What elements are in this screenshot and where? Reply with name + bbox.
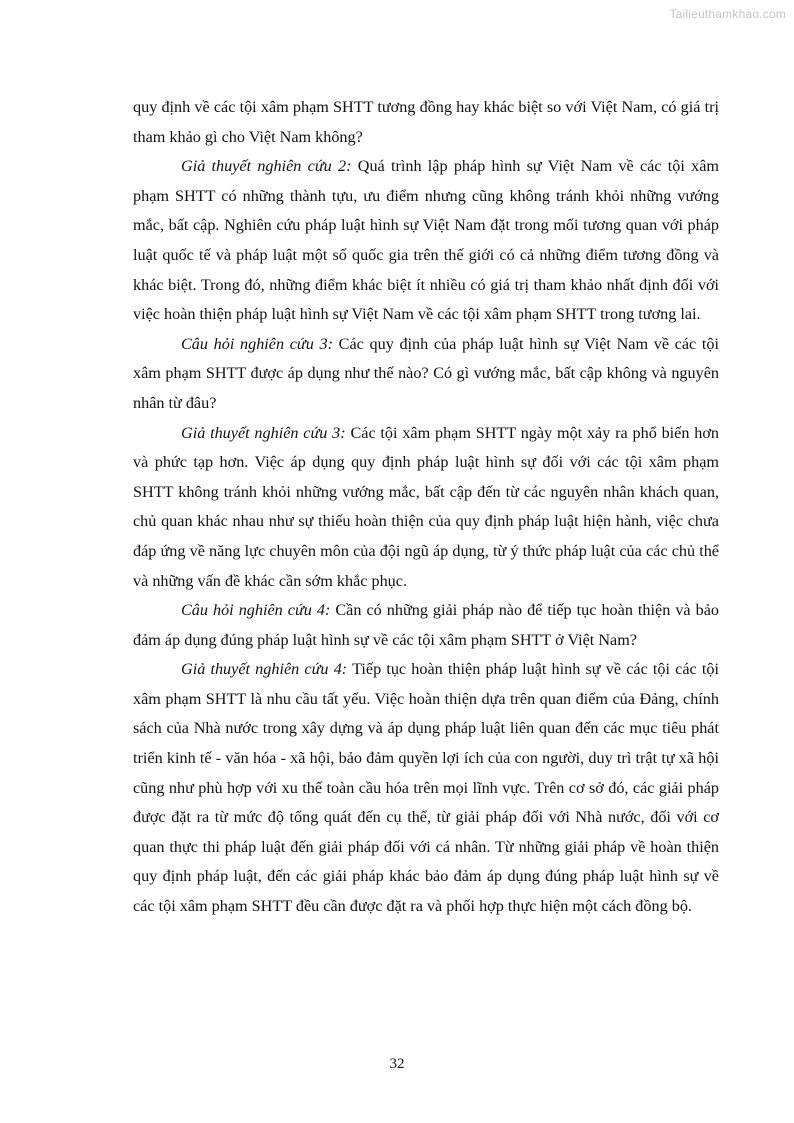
hypothesis-3-paragraph (133, 419, 719, 597)
paragraph-text: Các quy định của pháp luật hình sự Việt Nam về các tội xâm phạm SHTT được áp dụng như thế nào? Có gì vướng mắc, bất cập không và nguyên nhân từ đâu? (133, 334, 719, 412)
paragraph-continuation (133, 93, 719, 152)
paragraph-lead-italic: Câu hỏi nghiên cứu 4: (181, 601, 331, 620)
paragraph-lead-italic: Giả thuyết nghiên cứu 4: (181, 660, 348, 679)
paragraph-text: Các tội xâm phạm SHTT ngày một xảy ra phổ biến hơn và phức tạp hơn. Việc áp dụng quy định pháp luật hình sự đối với các tội xâm phạm SHTT không tránh khỏi những vướng mắc, bất cập đến từ các nguyên nhân khách quan, chủ quan khác nhau như sự thiếu hoàn thiện của quy định pháp luật hiện hành, việc chưa đáp ứng về năng lực chuyên môn của đội ngũ áp dụng, từ ý thức pháp luật của các chủ thể và những vấn đề khác cần sớm khắc phục. (133, 423, 719, 590)
watermark-text: Tailieuthamkhao.com (669, 7, 786, 21)
hypothesis-4-paragraph (133, 655, 719, 921)
paragraph-lead-italic: Câu hỏi nghiên cứu 3: (181, 334, 333, 353)
paragraph-lead-italic: Giả thuyết nghiên cứu 3: (181, 423, 346, 442)
page-number: 32 (389, 1056, 405, 1072)
paragraph-lead-italic: Giả thuyết nghiên cứu 2: (181, 157, 352, 176)
question-3-paragraph (133, 330, 719, 419)
paragraph-text: Quá trình lập pháp hình sự Việt Nam về các tội xâm phạm SHTT có những thành tựu, ưu điểm nhưng cũng không tránh khỏi những vướng mắc, bất cập. Nghiên cứu pháp luật hình sự Việt Nam đặt trong mối tương quan với pháp luật quốc tế và pháp luật một số quốc gia trên thế giới có cả những điểm tương đồng và khác biệt. Trong đó, những điểm khác biệt ít nhiều có giá trị tham khảo nhất định đối với việc hoàn thiện pháp luật hình sự Việt Nam về các tội xâm phạm SHTT trong tương lai. (133, 157, 720, 324)
document-body (133, 93, 719, 922)
hypothesis-2-paragraph (133, 152, 719, 330)
question-4-paragraph (133, 596, 719, 655)
paragraph-text: Cần có những giải pháp nào để tiếp tục hoàn thiện và bảo đảm áp dụng đúng pháp luật hình sự về các tội xâm phạm SHTT ở Việt Nam? (133, 601, 719, 649)
paragraph-text: Tiếp tục hoàn thiện pháp luật hình sự về các tội các tội xâm phạm SHTT là nhu cầu tất yếu. Việc hoàn thiện dựa trên quan điểm của Đảng, chính sách của Nhà nước trong xây dựng và áp dụng pháp luật liên quan đến các mục tiêu phát triển kinh tế - văn hóa - xã hội, bảo đảm quyền lợi ích của con người, duy trì trật tự xã hội cũng như phù hợp với xu thế toàn cầu hóa trên mọi lĩnh vực. Trên cơ sở đó, các giải pháp được đặt ra từ mức độ tổng quát đến cụ thể, từ giải pháp đối với Nhà nước, đối với cơ quan thực thi pháp luật đến giải pháp đối với cá nhân. Từ những giải pháp về hoàn thiện quy định pháp luật, đến các giải pháp khác bảo đảm áp dụng đúng pháp luật hình sự về các tội xâm phạm SHTT đều cần được đặt ra và phối hợp thực hiện một cách đồng bộ. (133, 660, 720, 916)
paragraph-text: quy định về các tội xâm phạm SHTT tương đồng hay khác biệt so với Việt Nam, có giá trị tham khảo gì cho Việt Nam không? (133, 98, 719, 146)
